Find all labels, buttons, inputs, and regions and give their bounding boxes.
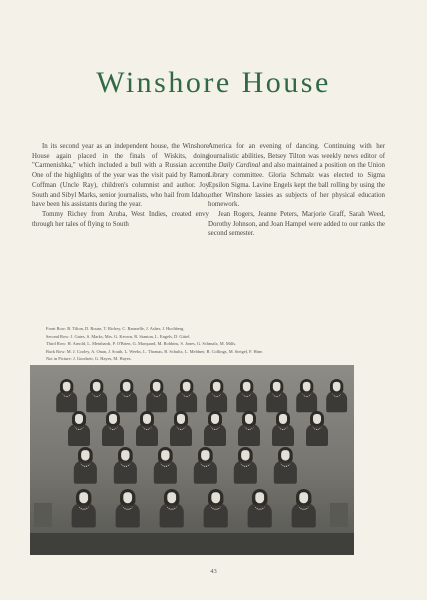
page-title: Winshore House (96, 66, 331, 99)
right-paragraph-1 (208, 142, 385, 210)
figure-face (213, 382, 221, 392)
left-paragraph-1: In its second year as an independent house, the Winshore House again placed in the finals of Wiskits, doing "Carmenishka," which included a bull with a Russian accent. One of the highlights of the year was the visit paid by Ramon Coffman (Uncle Ray), children's columnist and author. Joy South and Sibyl Marks, senior journalists, who hail from Idaho, have been his assistants during the year. (32, 143, 209, 209)
caption-front-row: Front Row: B. Tilton, D. Rouse, T. Richey, C. Rasmelle, J. Asher, J. Hochberg. (46, 326, 185, 331)
photo-caption (46, 325, 376, 363)
figure-face (123, 382, 131, 392)
figure-face (183, 382, 191, 392)
caption-third-row: Third Row: H. Arnold, L. Meinhardt, P. O'Brien, G. Marquard, M. Robbins, S. Jones, G. Schmalz, M. Mills. (46, 341, 237, 346)
figure-face (93, 382, 101, 392)
figure-face (161, 450, 169, 461)
caption-second-row: Second Row: J. Gates, S. Marks, Mrs. G. Keown, R. Stanton, L. Engels, D. Gittel. (46, 333, 191, 339)
figure-face (211, 492, 220, 503)
caption-not-in-picture: Not in Picture: J. Goodsett, G. Hayes, M. Hayes. (46, 356, 132, 361)
figure-face (255, 492, 264, 503)
figure-face (81, 450, 89, 461)
figure-face (201, 450, 209, 461)
chair (330, 503, 348, 527)
figure-face (279, 414, 287, 424)
page-number: 43 (210, 568, 217, 575)
figure-face (299, 492, 308, 503)
figure-face (63, 382, 71, 392)
right-p1-italic: Daily Cardinal (218, 162, 261, 170)
group-photo (30, 365, 354, 555)
figure-face (79, 492, 88, 503)
right-paragraph-2: Jean Rogers, Jeanne Peters, Marjorie Graff, Sarah Weed, Dorothy Johnson, and Joan Hampel were added to our ranks the second semester. (208, 210, 385, 238)
figure-face (177, 414, 185, 424)
figure-face (109, 414, 117, 424)
figure-face (75, 414, 83, 424)
figure-face (211, 414, 219, 424)
right-p1-text-a: America for an evening of dancing. Continuing with her journalistic abilities, Betsey Tilton was weekly news editor of the (208, 143, 385, 170)
chair (34, 503, 52, 527)
figure-face (143, 414, 151, 424)
figure-face (245, 414, 253, 424)
right-column (208, 142, 385, 239)
figure-face (333, 382, 341, 392)
right-p1-text-b: and also maintained a position on the Union Library committee. Gloria Schmalz was elected to Sigma Epsilon Sigma. Lavine Engels kept the ball rolling by using the other Winshore lassies as subjects of her physical education homework. (208, 162, 385, 209)
figure-face (313, 414, 321, 424)
caption-back-row: Back Row: M. J. Cooley, A. Onan, J. South, L. Weeks, L. Thomas, B. Schultz, L. Meldner, B. Collings, M. Steigel, F. Hine. (46, 348, 264, 354)
left-paragraph-2: Tommy Richey from Aruba, West Indies, created envy through her tales of flying to South (32, 210, 209, 228)
figure-face (123, 492, 132, 503)
photo-floor (30, 533, 354, 555)
figure-face (153, 382, 161, 392)
figure-face (281, 450, 289, 461)
figure-face (243, 382, 251, 392)
figure-face (273, 382, 281, 392)
figure-face (241, 450, 249, 461)
figure-face (167, 492, 176, 503)
left-column (32, 142, 209, 229)
figure-face (121, 450, 129, 461)
figure-face (303, 382, 311, 392)
